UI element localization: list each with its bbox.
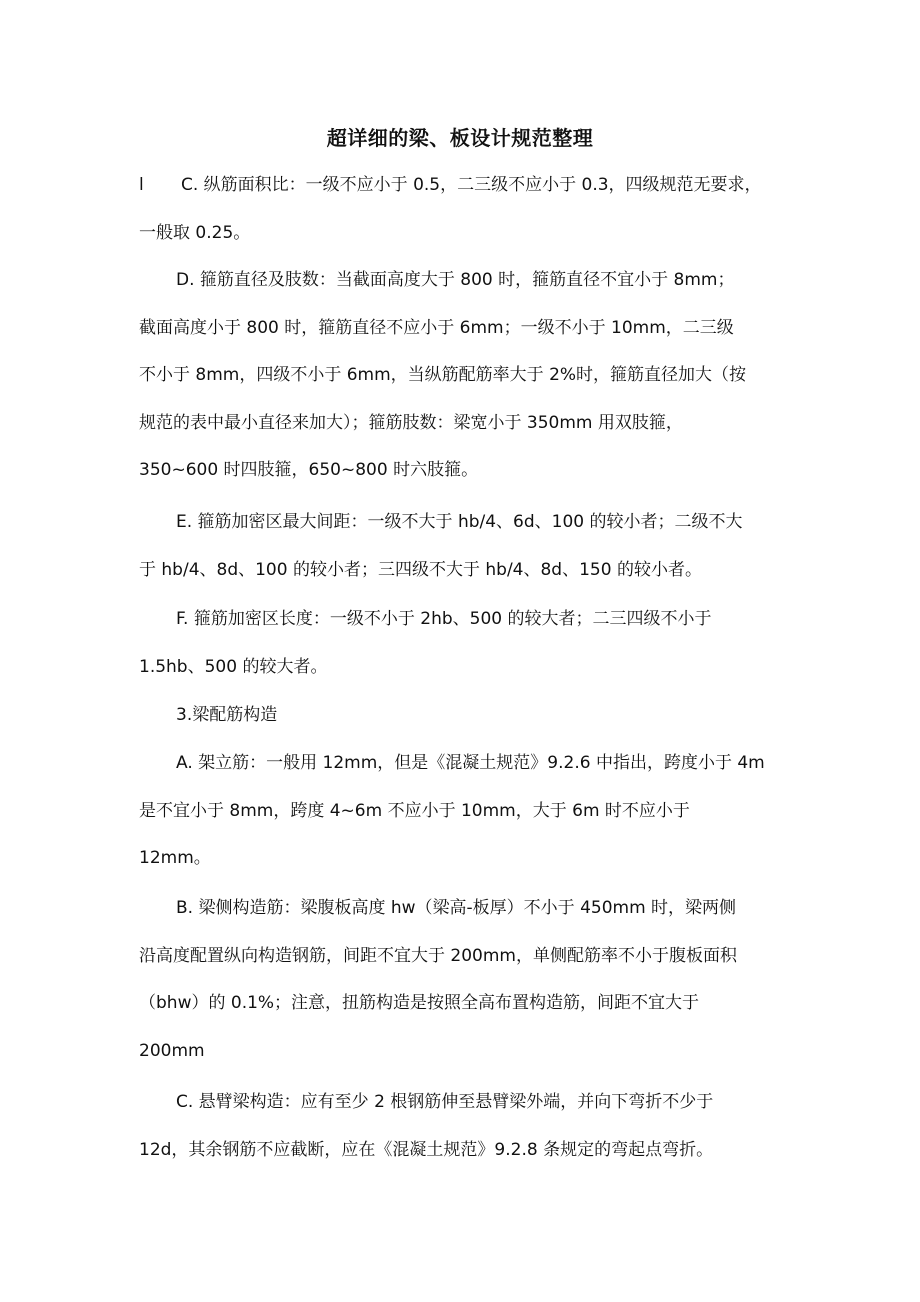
paragraph-line bbox=[139, 162, 811, 210]
list-marker: l bbox=[139, 175, 144, 195]
paragraph-line: 1.5hb、500 的较大者。 bbox=[139, 656, 328, 677]
paragraph-line: （bhw）的 0.1%；注意，扭筋构造是按照全高布置构造筋，间距不宜大于 bbox=[139, 993, 700, 1013]
paragraph-line: 12mm。 bbox=[139, 848, 211, 868]
paragraph-line: 不小于 8mm，四级不小于 6mm，当纵筋配筋率大于 2%时，箍筋直径加大（按 bbox=[139, 365, 747, 385]
paragraph-e-stirrup-spacing bbox=[139, 499, 811, 594]
paragraph-line: F. 箍筋加密区长度：一级不小于 2hb、500 的较大者；二三四级不小于 bbox=[176, 609, 712, 629]
paragraph-line: 12d，其余钢筋不应截断，应在《混凝土规范》9.2.8 条规定的弯起点弯折。 bbox=[139, 1139, 714, 1160]
paragraph-line: E. 箍筋加密区最大间距：一级不大于 hb/4、6d、100 的较小者；二级不大 bbox=[176, 512, 743, 532]
paragraph-line: 是不宜小于 8mm，跨度 4~6m 不应小于 10mm，大于 6m 时不应小于 bbox=[139, 800, 690, 821]
paragraph-d-stirrup-diameter bbox=[139, 257, 811, 495]
paragraph-line: 于 hb/4、8d、100 的较小者；三四级不大于 hb/4、8d、150 的较小者。 bbox=[139, 559, 702, 580]
paragraph-c-cantilever bbox=[139, 1079, 811, 1174]
paragraph-line: 沿高度配置纵向构造钢筋，间距不宜大于 200mm，单侧配筋率不小于腹板面积 bbox=[139, 945, 737, 966]
paragraph-line: D. 箍筋直径及肢数：当截面高度大于 800 时，箍筋直径不宜小于 8mm； bbox=[176, 270, 735, 290]
document-title: 超详细的梁、板设计规范整理 bbox=[326, 126, 594, 150]
paragraph-line: 规范的表中最小直径来加大）；箍筋肢数：梁宽小于 350mm 用双肢箍， bbox=[139, 412, 683, 433]
paragraph-line: C. 悬臂梁构造：应有至少 2 根钢筋伸至悬臂梁外端，并向下弯折不少于 bbox=[176, 1092, 714, 1112]
paragraph-line: 一般取 0.25。 bbox=[139, 222, 251, 243]
paragraph-line: 截面高度小于 800 时，箍筋直径不应小于 6mm；一级不小于 10mm，二三级 bbox=[139, 317, 734, 338]
line-text: C. 纵筋面积比：一级不应小于 0.5，二三级不应小于 0.3，四级规范无要求， bbox=[181, 175, 762, 195]
section-heading-text: 3.梁配筋构造 bbox=[176, 705, 278, 725]
paragraph-a-erection-bar bbox=[139, 740, 811, 883]
paragraph-line: B. 梁侧构造筋：梁腹板高度 hw（梁高-板厚）不小于 450mm 时，梁两侧 bbox=[176, 898, 737, 918]
paragraph-line: A. 架立筋：一般用 12mm，但是《混凝土规范》9.2.6 中指出，跨度小于 4m bbox=[176, 753, 765, 773]
paragraph-line: 200mm bbox=[139, 1040, 205, 1061]
paragraph-b-side-bar bbox=[139, 885, 811, 1075]
paragraph-f-stirrup-length bbox=[139, 596, 811, 691]
paragraph-c-longitudinal bbox=[139, 162, 811, 257]
section-heading-3 bbox=[139, 692, 811, 740]
paragraph-line: 350~600 时四肢箍，650~800 时六肢箍。 bbox=[139, 460, 479, 480]
